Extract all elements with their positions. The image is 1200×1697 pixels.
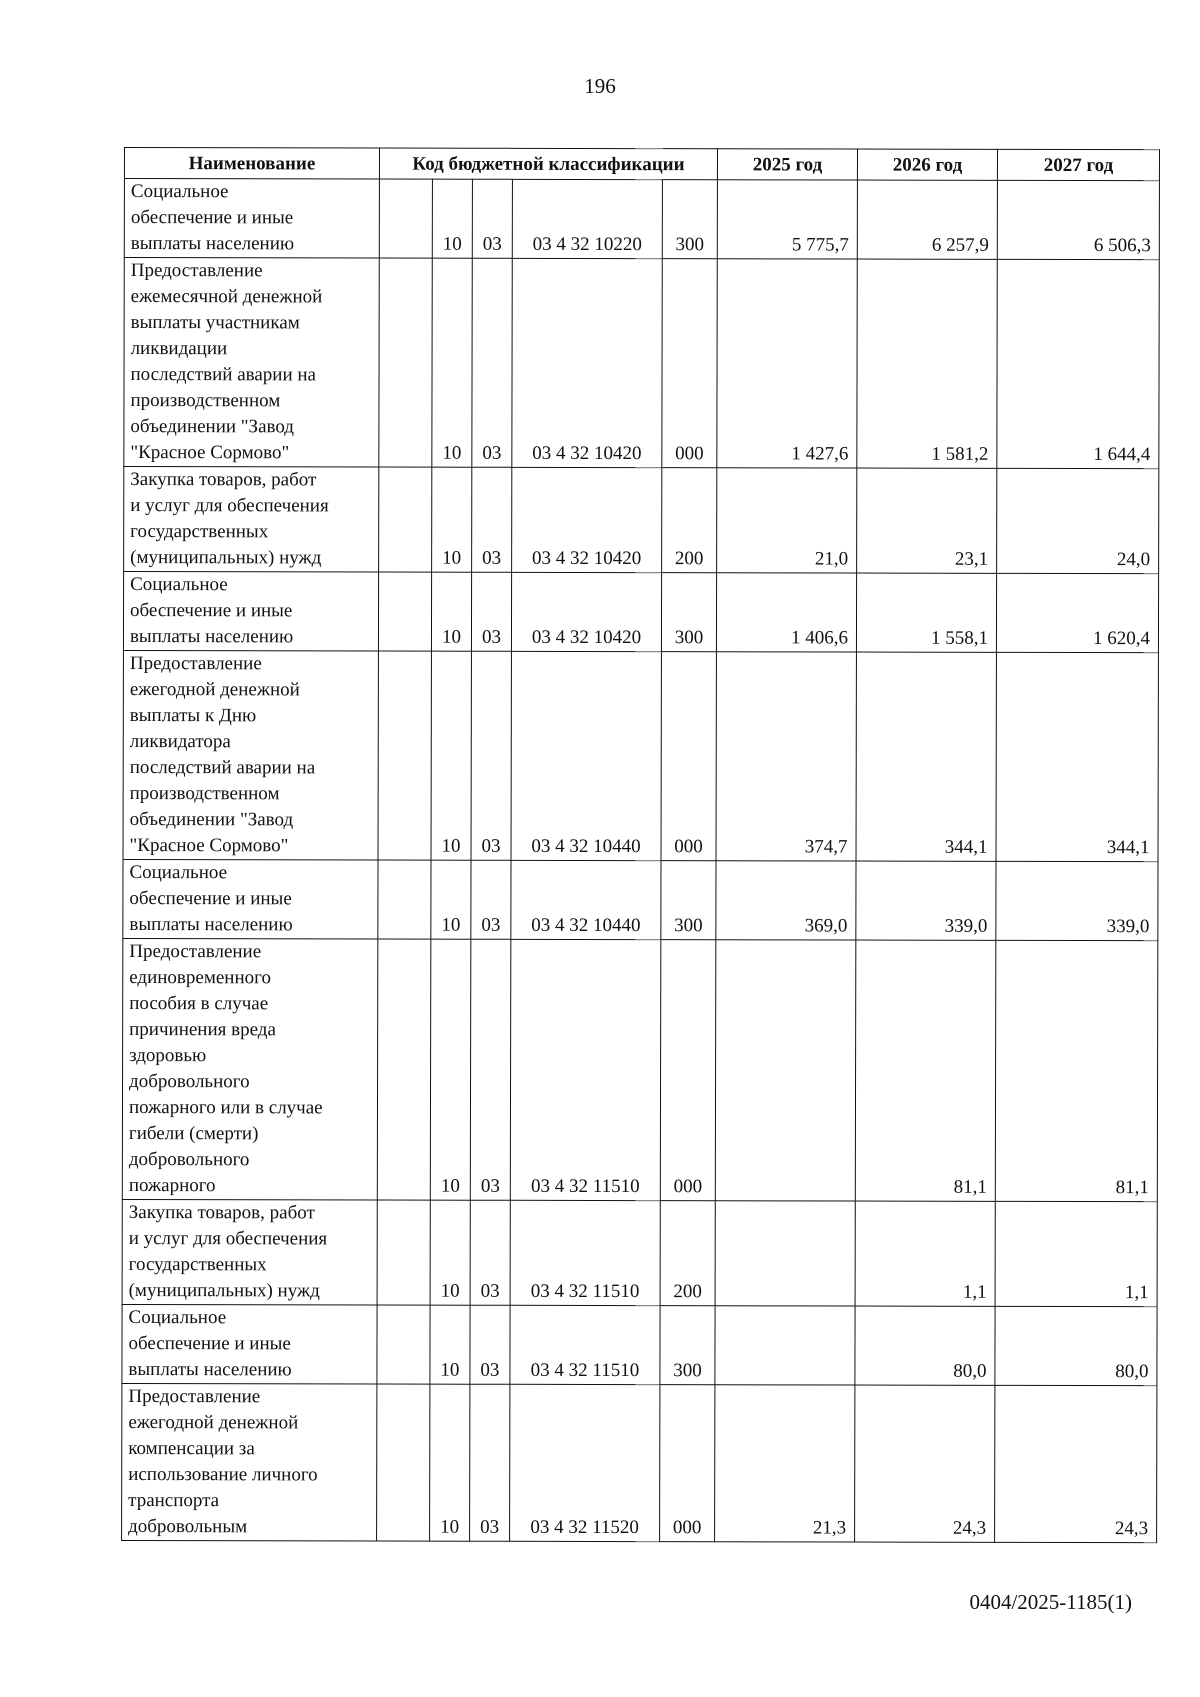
table-row: [123, 650, 1158, 861]
row-empty-code-cell: [377, 1305, 430, 1384]
row-subsection-cell: [472, 179, 512, 258]
row-expense-kind-cell: [660, 1306, 715, 1385]
row-value-2025: [717, 468, 857, 573]
row-subsection-cell-text: 03: [480, 1359, 500, 1381]
row-value-2026-text: 23,1: [954, 548, 989, 570]
row-target-code-cell-text: 03 4 32 11510: [531, 1175, 640, 1198]
table-row: [123, 572, 1158, 653]
row-value-2027-text: 1,1: [1124, 1282, 1149, 1304]
row-expense-kind-cell: [661, 652, 716, 861]
row-value-2025: [715, 1201, 855, 1306]
budget-table: [121, 147, 1160, 1543]
row-value-2027: [996, 652, 1158, 861]
row-name-cell: [122, 1304, 377, 1384]
table-row: [122, 938, 1158, 1201]
row-target-code-cell: [511, 572, 661, 651]
row-subsection-cell: [471, 860, 511, 939]
row-value-2027: [995, 1385, 1157, 1542]
row-section-cell: [432, 179, 472, 258]
row-empty-code-cell: [378, 572, 431, 651]
row-target-code-cell: [512, 258, 662, 467]
row-subsection-cell-text: 03: [482, 442, 502, 464]
row-target-code-cell: [511, 651, 661, 860]
row-target-code-cell: [510, 1305, 660, 1384]
row-value-2027-text: 24,0: [1116, 549, 1151, 571]
row-subsection-cell: [470, 939, 511, 1200]
row-subsection-cell-text: 03: [480, 1516, 500, 1538]
row-name-cell-text: Социальное обеспечение и иные выплаты населению: [129, 862, 293, 936]
row-expense-kind-cell-text: 300: [674, 627, 704, 649]
row-target-code-cell-text: 03 4 32 10440: [531, 835, 641, 858]
row-name-cell-text: Социальное обеспечение и иные выплаты населению: [130, 181, 295, 255]
header-name: Наименование: [124, 148, 379, 180]
table-row: [122, 1304, 1157, 1385]
row-value-2027-text: 1 644,4: [1093, 444, 1151, 466]
row-name-cell: [124, 258, 379, 468]
table-row: [124, 467, 1159, 574]
row-expense-kind-cell: [661, 861, 716, 940]
row-name-cell: [122, 938, 378, 1200]
row-value-2025-text: 369,0: [804, 915, 848, 937]
row-name-cell: [123, 572, 378, 652]
row-expense-kind-cell-text: 000: [672, 1517, 702, 1539]
row-expense-kind-cell: [661, 573, 716, 652]
row-value-2027-text: 344,1: [1106, 837, 1150, 859]
row-expense-kind-cell-text: 200: [674, 548, 704, 570]
row-value-2025-text: 21,3: [812, 1517, 847, 1539]
row-value-2026-text: 1 558,1: [930, 627, 989, 649]
row-name-cell-text: Предоставление ежегодной денежной компенсации за использование личного транспорта добровольным: [128, 1386, 318, 1538]
table-body: [122, 179, 1160, 1543]
row-value-2026: [856, 861, 996, 940]
row-value-2026-text: 1 581,2: [931, 443, 989, 465]
row-empty-code-cell: [378, 651, 431, 860]
row-section-cell: [430, 1305, 470, 1384]
row-value-2027: [997, 180, 1159, 259]
row-value-2025: [716, 573, 856, 652]
row-subsection-cell-text: 03: [480, 1175, 500, 1197]
row-value-2026: [857, 180, 997, 259]
row-target-code-cell: [511, 860, 661, 939]
row-section-cell-text: 10: [441, 835, 461, 857]
row-value-2026: [855, 1385, 995, 1542]
row-name-cell: [122, 1199, 377, 1305]
row-section-cell: [430, 1200, 470, 1305]
row-value-2026-text: 1,1: [962, 1281, 987, 1303]
row-target-code-cell-text: 03 4 32 11510: [530, 1359, 640, 1382]
row-name-cell: [124, 179, 379, 259]
row-subsection-cell-text: 03: [481, 626, 501, 648]
row-subsection-cell: [470, 1384, 510, 1541]
row-target-code-cell: [512, 179, 662, 258]
row-value-2026: [856, 652, 996, 861]
row-value-2025-text: 1 427,6: [791, 443, 849, 465]
header-budget-code: Код бюджетной классификации: [379, 148, 717, 180]
row-section-cell: [432, 467, 472, 572]
row-target-code-cell: [512, 467, 662, 572]
row-name-cell-text: Предоставление ежегодной денежной выплаты к Дню ликвидатора последствий аварии на производственном объединении "Завод "Красное Сормово": [129, 653, 316, 857]
row-target-code-cell: [510, 1384, 660, 1541]
row-expense-kind-cell: [662, 180, 717, 259]
row-subsection-cell: [472, 467, 512, 572]
row-target-code-cell-text: 03 4 32 11510: [530, 1280, 640, 1303]
row-value-2027: [997, 468, 1159, 573]
row-name-cell-text: Предоставление ежемесячной денежной выплаты участникам ликвидации последствий аварии на производственном объединении "Завод "Красное Сормово": [130, 260, 323, 464]
row-empty-code-cell: [377, 1384, 430, 1541]
row-subsection-cell-text: 03: [482, 233, 502, 255]
header-2027: 2027 год: [997, 149, 1159, 180]
row-value-2025: [716, 652, 856, 861]
row-expense-kind-cell-text: 300: [673, 1360, 702, 1382]
row-value-2026: [855, 1201, 995, 1306]
row-name-cell-text: Предоставление единовременного пособия в случае причинения вреда здоровью добровольного пожарного или в случае гибели (смерти) добровольного пожарного: [128, 941, 323, 1197]
row-value-2026-text: 80,0: [953, 1360, 987, 1382]
table-header-row: [124, 148, 1159, 181]
row-empty-code-cell: [377, 939, 431, 1200]
row-value-2025: [715, 1306, 855, 1385]
row-subsection-cell: [470, 1305, 510, 1384]
row-value-2027-text: 339,0: [1106, 916, 1150, 938]
row-target-code-cell-text: 03 4 32 10220: [532, 233, 642, 256]
row-section-cell-text: 10: [442, 233, 462, 255]
row-section-cell-text: 10: [442, 547, 462, 569]
row-value-2026-text: 81,1: [953, 1176, 987, 1198]
row-name-cell-text: Социальное обеспечение и иные выплаты населению: [128, 1307, 292, 1381]
row-subsection-cell: [470, 1200, 510, 1305]
row-name-cell-text: Социальное обеспечение и иные выплаты населению: [129, 574, 294, 648]
row-section-cell: [430, 1384, 470, 1541]
row-empty-code-cell: [377, 1200, 430, 1305]
row-value-2027: [996, 861, 1158, 940]
row-section-cell-text: 10: [442, 442, 462, 464]
header-2026: 2026 год: [857, 149, 997, 180]
row-target-code-cell-text: 03 4 32 11520: [530, 1516, 639, 1539]
row-value-2027: [995, 940, 1158, 1201]
row-target-code-cell-text: 03 4 32 10420: [531, 626, 642, 649]
row-section-cell: [431, 860, 471, 939]
row-expense-kind-cell: [660, 940, 716, 1201]
row-section-cell-text: 10: [440, 1175, 460, 1197]
row-expense-kind-cell-text: 000: [673, 1176, 703, 1198]
row-section-cell-text: 10: [440, 1359, 460, 1381]
row-expense-kind-cell: [662, 259, 717, 468]
row-value-2027-text: 81,1: [1115, 1177, 1149, 1199]
row-value-2027: [997, 259, 1159, 468]
row-subsection-cell-text: 03: [481, 835, 501, 857]
row-value-2025-text: 5 775,7: [791, 234, 849, 256]
row-target-code-cell: [510, 939, 661, 1200]
row-value-2027-text: 6 506,3: [1093, 235, 1151, 257]
row-value-2025: [717, 180, 857, 259]
row-name-cell: [123, 859, 378, 939]
row-value-2026-text: 24,3: [952, 1517, 987, 1539]
row-empty-code-cell: [379, 258, 432, 467]
row-value-2026: [856, 573, 996, 652]
row-name-cell-text: Закупка товаров, работ и услуг для обеспечения государственных (муниципальных) нужд: [128, 1202, 328, 1302]
row-value-2027: [995, 1201, 1157, 1306]
row-section-cell-text: 10: [440, 1516, 460, 1538]
row-value-2025-text: 21,0: [814, 548, 849, 570]
row-expense-kind-cell-text: 000: [674, 836, 703, 858]
row-name-cell-text: Закупка товаров, работ и услуг для обеспечения государственных (муниципальных) нужд: [130, 469, 329, 569]
row-value-2027: [995, 1306, 1157, 1385]
row-value-2025: [715, 1385, 855, 1542]
header-2025: 2025 год: [717, 149, 857, 180]
row-value-2026: [857, 468, 997, 573]
row-name-cell: [123, 650, 378, 860]
row-empty-code-cell: [379, 467, 432, 572]
row-target-code-cell: [510, 1200, 660, 1305]
row-subsection-cell: [472, 258, 512, 467]
row-value-2026-text: 6 257,9: [931, 234, 989, 256]
row-value-2027-text: 1 620,4: [1092, 628, 1151, 650]
row-subsection-cell-text: 03: [480, 1280, 500, 1302]
row-value-2025: [717, 259, 857, 468]
row-value-2027: [996, 573, 1158, 652]
row-section-cell: [431, 651, 471, 860]
row-value-2027-text: 24,3: [1114, 1518, 1149, 1540]
row-value-2025: [716, 861, 856, 940]
row-value-2026: [855, 1306, 995, 1385]
row-expense-kind-cell-text: 000: [675, 443, 704, 465]
row-expense-kind-cell-text: 300: [675, 234, 705, 256]
row-value-2026: [855, 940, 996, 1201]
row-value-2027-text: 80,0: [1115, 1361, 1149, 1383]
row-value-2026-text: 339,0: [944, 915, 988, 937]
row-empty-code-cell: [378, 860, 431, 939]
row-value-2025-text: 374,7: [804, 836, 848, 858]
row-target-code-cell-text: 03 4 32 10440: [531, 914, 641, 937]
row-subsection-cell-text: 03: [482, 547, 502, 569]
budget-table-container: [121, 147, 1159, 1543]
row-empty-code-cell: [379, 179, 432, 258]
row-expense-kind-cell: [662, 468, 717, 573]
row-section-cell: [432, 258, 472, 467]
row-expense-kind-cell-text: 300: [674, 915, 703, 937]
page-number: 196: [584, 74, 616, 98]
row-section-cell-text: 10: [441, 626, 461, 648]
row-name-cell: [124, 467, 379, 573]
document-code: 0404/2025-1185(1): [969, 1590, 1132, 1614]
row-expense-kind-cell-text: 200: [673, 1281, 702, 1303]
row-value-2025: [715, 940, 856, 1201]
table-row: [124, 258, 1159, 469]
row-value-2026-text: 344,1: [944, 836, 988, 858]
table-row: [122, 1199, 1157, 1306]
row-subsection-cell-text: 03: [481, 914, 501, 936]
row-subsection-cell: [471, 572, 511, 651]
table-row: [122, 1383, 1157, 1542]
row-target-code-cell-text: 03 4 32 10420: [531, 547, 642, 570]
row-section-cell-text: 10: [440, 1280, 460, 1302]
row-section-cell: [431, 572, 471, 651]
row-expense-kind-cell: [660, 1201, 715, 1306]
row-name-cell: [122, 1383, 377, 1541]
row-target-code-cell-text: 03 4 32 10420: [532, 442, 642, 465]
table-row: [124, 179, 1159, 260]
row-value-2026: [857, 259, 997, 468]
row-subsection-cell: [471, 651, 511, 860]
row-value-2025-text: 1 406,6: [790, 627, 849, 649]
table-row: [123, 859, 1158, 940]
row-expense-kind-cell: [660, 1385, 715, 1542]
row-section-cell-text: 10: [441, 914, 461, 936]
row-section-cell: [430, 939, 471, 1200]
